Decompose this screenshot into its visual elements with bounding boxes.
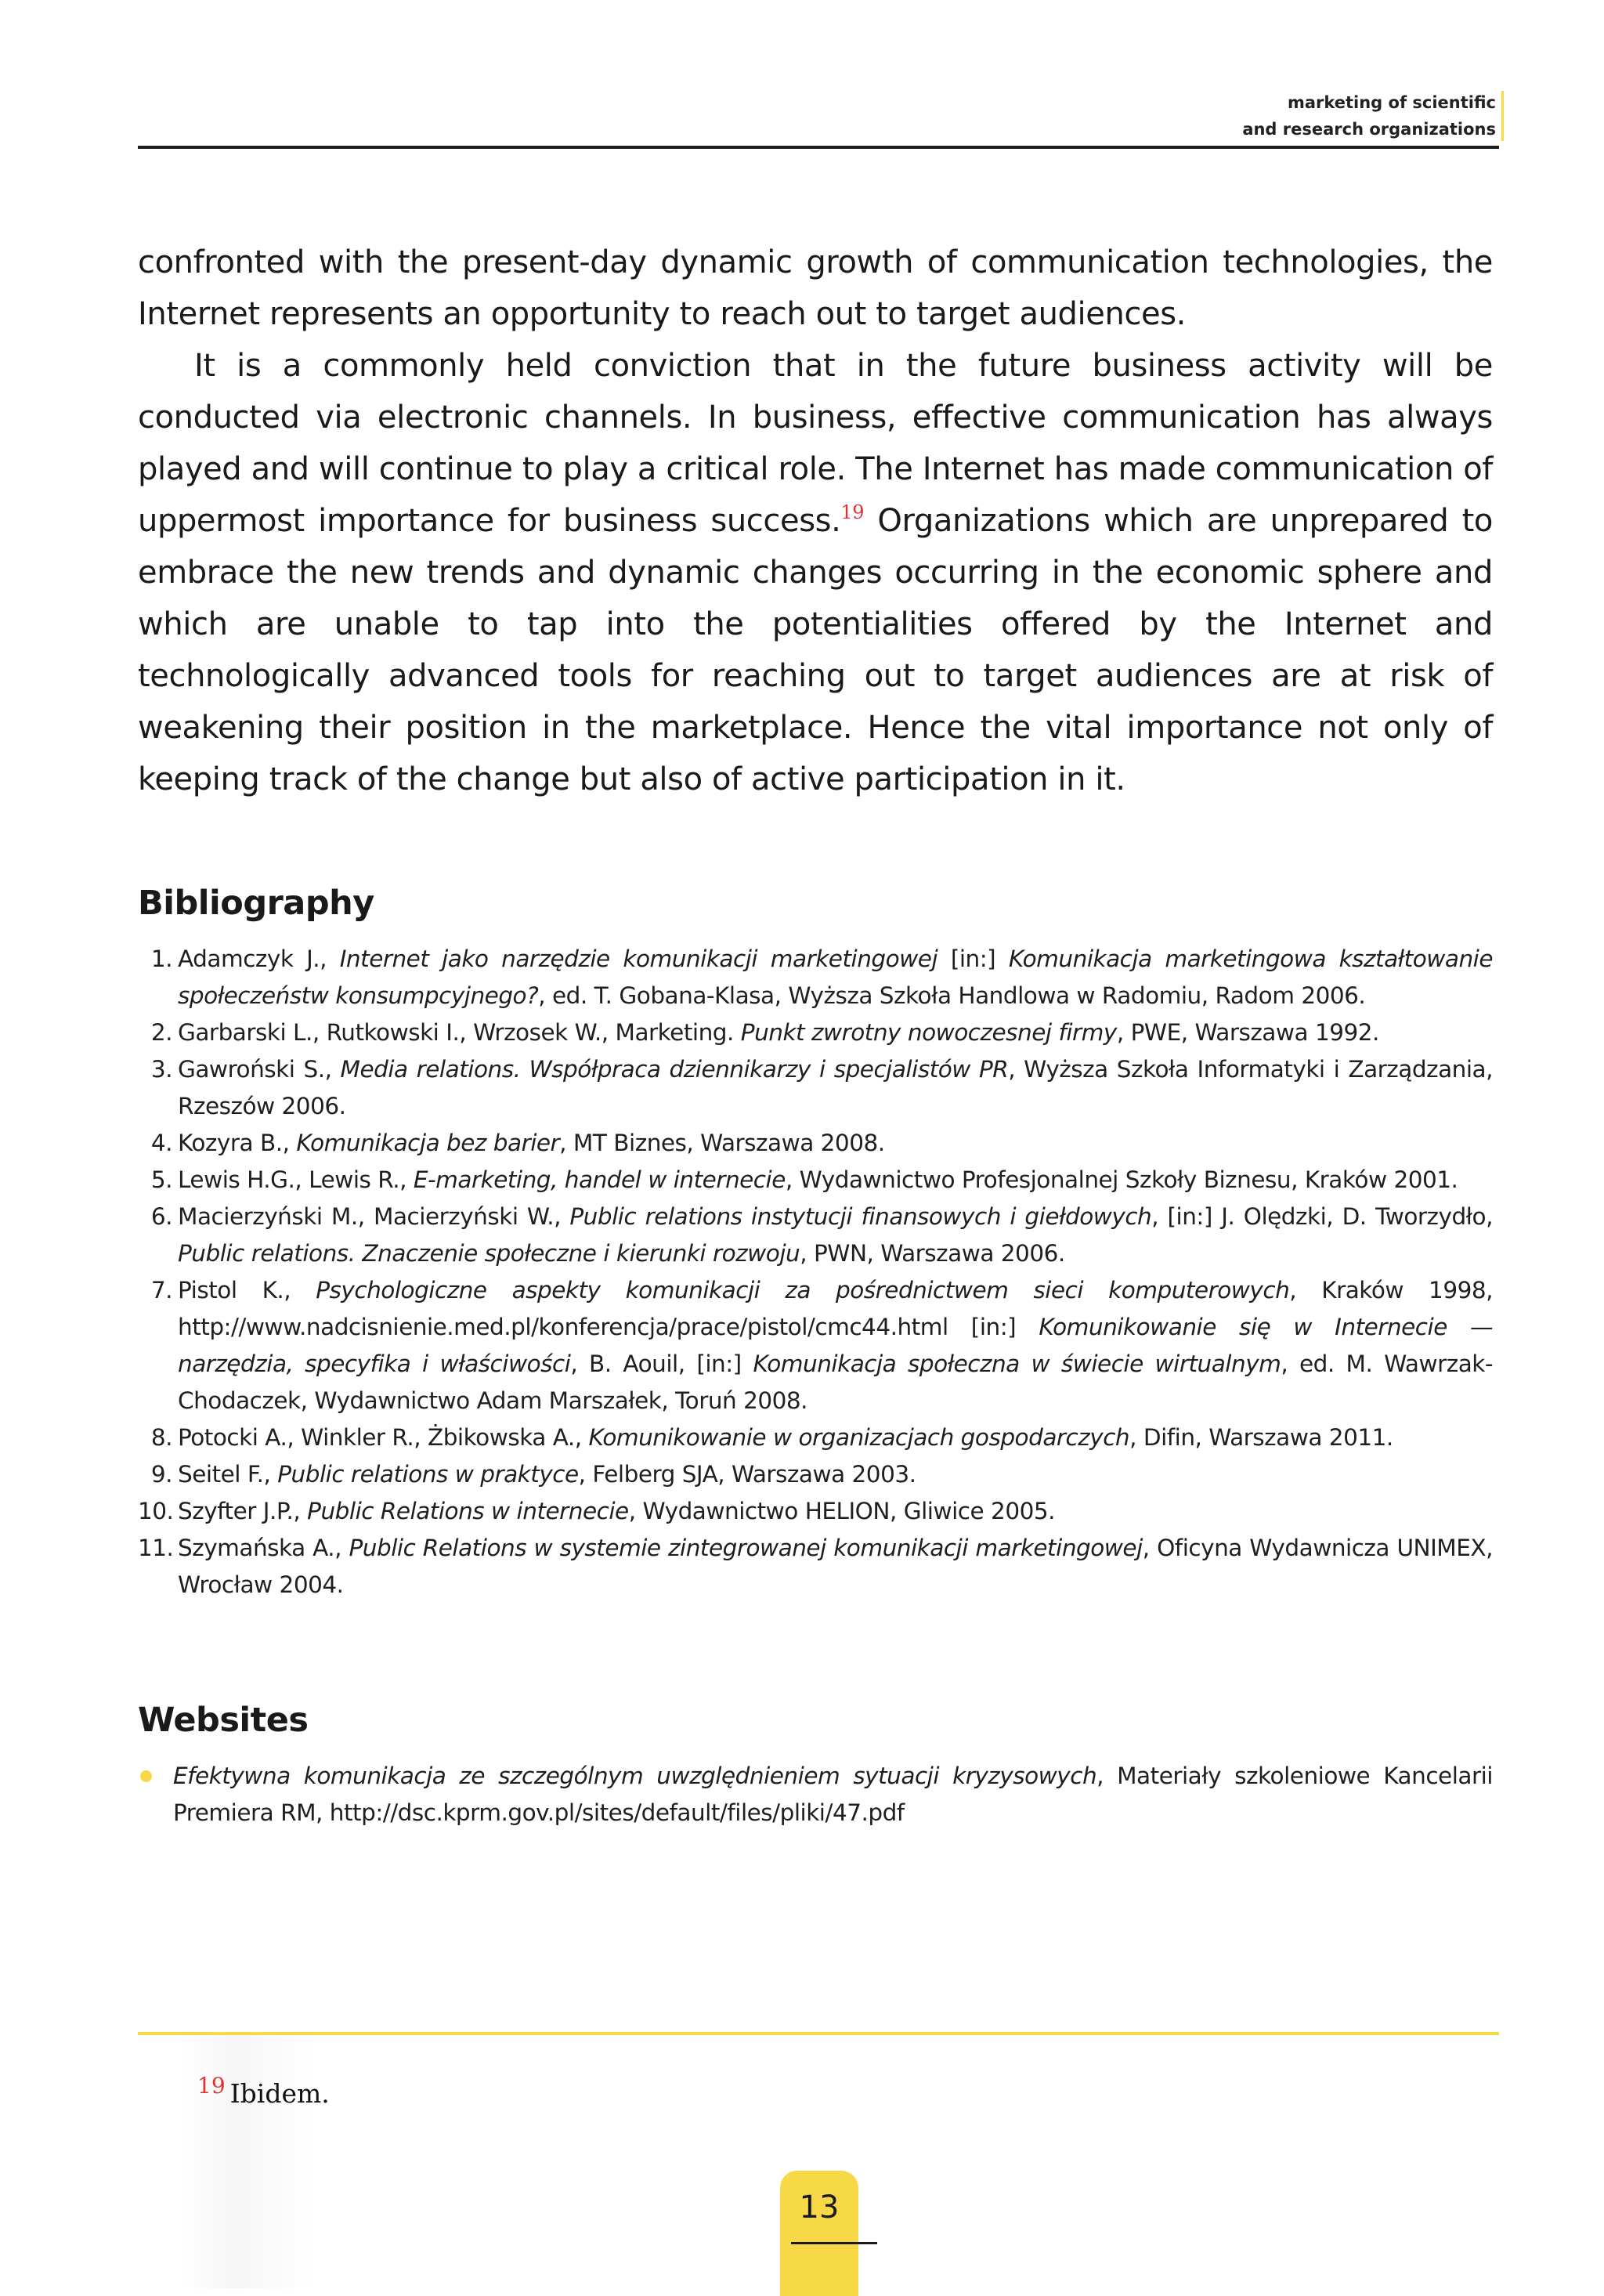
bib-text: [in:] — [937, 946, 1009, 972]
bibliography-item-number: 10. — [138, 1498, 174, 1524]
bib-text: , [in:] J. Olędzki, D. Tworzydło, — [1151, 1203, 1493, 1230]
bib-text: , MT Biznes, Warszawa 2008. — [559, 1130, 885, 1156]
bib-text: , Difin, Warszawa 2011. — [1129, 1424, 1393, 1451]
websites-heading: Websites — [138, 1701, 309, 1740]
bib-title: Internet jako narzędzie komunikacji marketingowej — [339, 946, 938, 972]
bibliography-item-number: 11. — [138, 1535, 174, 1561]
running-header-line-2: and research organizations — [1242, 120, 1496, 139]
bib-text: Potocki A., Winkler R., Żbikowska A., — [178, 1424, 589, 1451]
bib-title: Komunikacja społeczna w świecie wirtualnym — [753, 1350, 1281, 1377]
bib-text: , PWE, Warszawa 1992. — [1116, 1019, 1379, 1046]
bibliography-heading: Bibliography — [138, 884, 374, 923]
bib-text: Szymańska A., — [178, 1535, 349, 1561]
header-accent-bar — [1501, 91, 1504, 141]
bib-text: , ed. T. Gobana-Klasa, Wyższa Szkoła Handlowa w Radomiu, Radom 2006. — [538, 982, 1366, 1009]
bib-text: , Felberg SJA, Warszawa 2003. — [578, 1461, 916, 1488]
bibliography-item — [138, 1456, 1493, 1493]
bibliography-item — [138, 1014, 1493, 1051]
page-number: 13 — [799, 2189, 840, 2225]
bib-text: Seitel F., — [178, 1461, 278, 1488]
bibliography-item-number: 8. — [150, 1424, 172, 1451]
bib-title: Public relations instytucji finansowych i giełdowych — [569, 1203, 1152, 1230]
bib-text: Szyfter J.P., — [178, 1498, 308, 1524]
bib-title: Public relations w praktyce — [277, 1461, 579, 1488]
body-text — [138, 237, 1493, 805]
bib-title: Media relations. Współpraca dziennikarzy i specjalistów PR — [340, 1056, 1009, 1083]
bib-text: , ed. M. Wawrzak-Chodaczek, Wydawnictwo Adam Marszałek, Toruń 2008. — [178, 1350, 1494, 1414]
running-header — [1242, 89, 1496, 143]
bibliography-item — [138, 1162, 1493, 1199]
body-paragraph-2-part-2: Organizations which are unprepared to embrace the new trends and dynamic changes occurring in the economic sphere and which are unable to tap into the potentialities offered by the Internet and technologically advanced tools for reaching out to target audiences are at risk of weakening their position in the marketplace. Hence the vital importance not only of keeping track of the change but also of active participation in it. — [138, 503, 1493, 797]
bib-title: Komunikacja bez barier — [296, 1130, 560, 1156]
bib-title: Punkt zwrotny nowoczesnej firmy — [740, 1019, 1117, 1046]
bib-title: Komunikowanie się w Internecie — narzędzia, specyfika i właściwości — [178, 1314, 1493, 1377]
footnote-rule — [138, 2032, 1499, 2035]
bibliography-item-number: 6. — [150, 1203, 172, 1230]
body-paragraph-2 — [138, 340, 1493, 805]
bib-title: E-marketing, handel w internecie — [413, 1166, 786, 1193]
footnote-reference[interactable]: 19 — [840, 501, 865, 523]
website-title: Efektywna komunikacja ze szczególnym uwzględnieniem sytuacji kryzysowych — [173, 1763, 1097, 1789]
bibliography-list — [138, 941, 1493, 1604]
bibliography-item-number: 3. — [150, 1056, 172, 1083]
bib-title: Psychologiczne aspekty komunikacji za pośrednictwem sieci komputerowych — [316, 1277, 1290, 1303]
website-item — [138, 1758, 1493, 1831]
bibliography-item-number: 5. — [150, 1166, 172, 1193]
bibliography-item — [138, 1125, 1493, 1162]
bullet-dot-icon — [140, 1770, 152, 1782]
bib-text: , B. Aouil, [in:] — [570, 1350, 753, 1377]
bibliography-item-number: 1. — [150, 946, 172, 972]
header-rule — [138, 146, 1499, 149]
bibliography-item — [138, 941, 1493, 1014]
website-details: , Materiały szkoleniowe Kancelarii Premiera RM, http://dsc.kprm.gov.pl/sites/default/files/pliki/47.pdf — [173, 1763, 1493, 1826]
bib-text: Kozyra B., — [178, 1130, 297, 1156]
bibliography-item — [138, 1199, 1493, 1272]
websites-list — [138, 1758, 1493, 1831]
bibliography-item — [138, 1419, 1493, 1456]
running-header-line-1: marketing of scientific — [1287, 93, 1496, 112]
bibliography-item — [138, 1530, 1493, 1604]
bib-text: Lewis H.G., Lewis R., — [178, 1166, 414, 1193]
bib-title: Public Relations w internecie — [307, 1498, 629, 1524]
bibliography-item — [138, 1051, 1493, 1125]
bib-text: Macierzyński M., Macierzyński W., — [178, 1203, 570, 1230]
bibliography-item-number: 2. — [150, 1019, 172, 1046]
page-number-rule — [791, 2242, 877, 2244]
bib-text: Pistol K., — [178, 1277, 316, 1303]
bibliography-item-number: 7. — [150, 1277, 172, 1303]
footnote-text: Ibidem. — [229, 2078, 330, 2109]
bibliography-item-number: 4. — [150, 1130, 172, 1156]
body-paragraph-1: confronted with the present-day dynamic growth of communication technologies, the Internet represents an opportunity to reach out to target audiences. — [138, 244, 1493, 332]
bib-text: , Wyższa Szkoła Informatyki i Zarządzania, Rzeszów 2006. — [178, 1056, 1493, 1119]
bib-text: , Oficyna Wydawnicza UNIMEX, Wrocław 2004. — [178, 1535, 1493, 1598]
bib-title: Public Relations w systemie zintegrowanej komunikacji marketingowej — [349, 1535, 1143, 1561]
bib-text: Gawroński S., — [178, 1056, 341, 1083]
bib-text: , PWN, Warszawa 2006. — [800, 1240, 1065, 1267]
bibliography-item — [138, 1493, 1493, 1530]
bib-text: , Wydawnictwo Profesjonalnej Szkoły Biznesu, Kraków 2001. — [785, 1166, 1458, 1193]
footnote — [197, 2073, 330, 2109]
footnote-number: 19 — [197, 2073, 226, 2099]
bib-text: Garbarski L., Rutkowski I., Wrzosek W., Marketing. — [178, 1019, 741, 1046]
bib-title: Komunikacja marketingowa kształtowanie społeczeństw konsumpcyjnego? — [178, 946, 1494, 1009]
bibliography-item-number: 9. — [150, 1461, 172, 1488]
bib-title: Public relations. Znaczenie społeczne i kierunki rozwoju — [178, 1240, 800, 1267]
bibliography-item — [138, 1272, 1493, 1419]
bib-title: Komunikowanie w organizacjach gospodarczych — [588, 1424, 1130, 1451]
body-paragraph-2-part-1: It is a commonly held conviction that in the future business activity will be conducted via electronic channels. In business, effective communication has always played and will continue to play a critical role. The Internet has made communication of uppermost importance for business success. — [138, 348, 1493, 539]
bib-text: , Kraków 1998, http://www.nadcisnienie.med.pl/konferencja/prace/pistol/cmc44.html [in:] — [178, 1277, 1494, 1340]
bib-text: Adamczyk J., — [178, 946, 340, 972]
bib-text: , Wydawnictwo HELION, Gliwice 2005. — [628, 1498, 1055, 1524]
